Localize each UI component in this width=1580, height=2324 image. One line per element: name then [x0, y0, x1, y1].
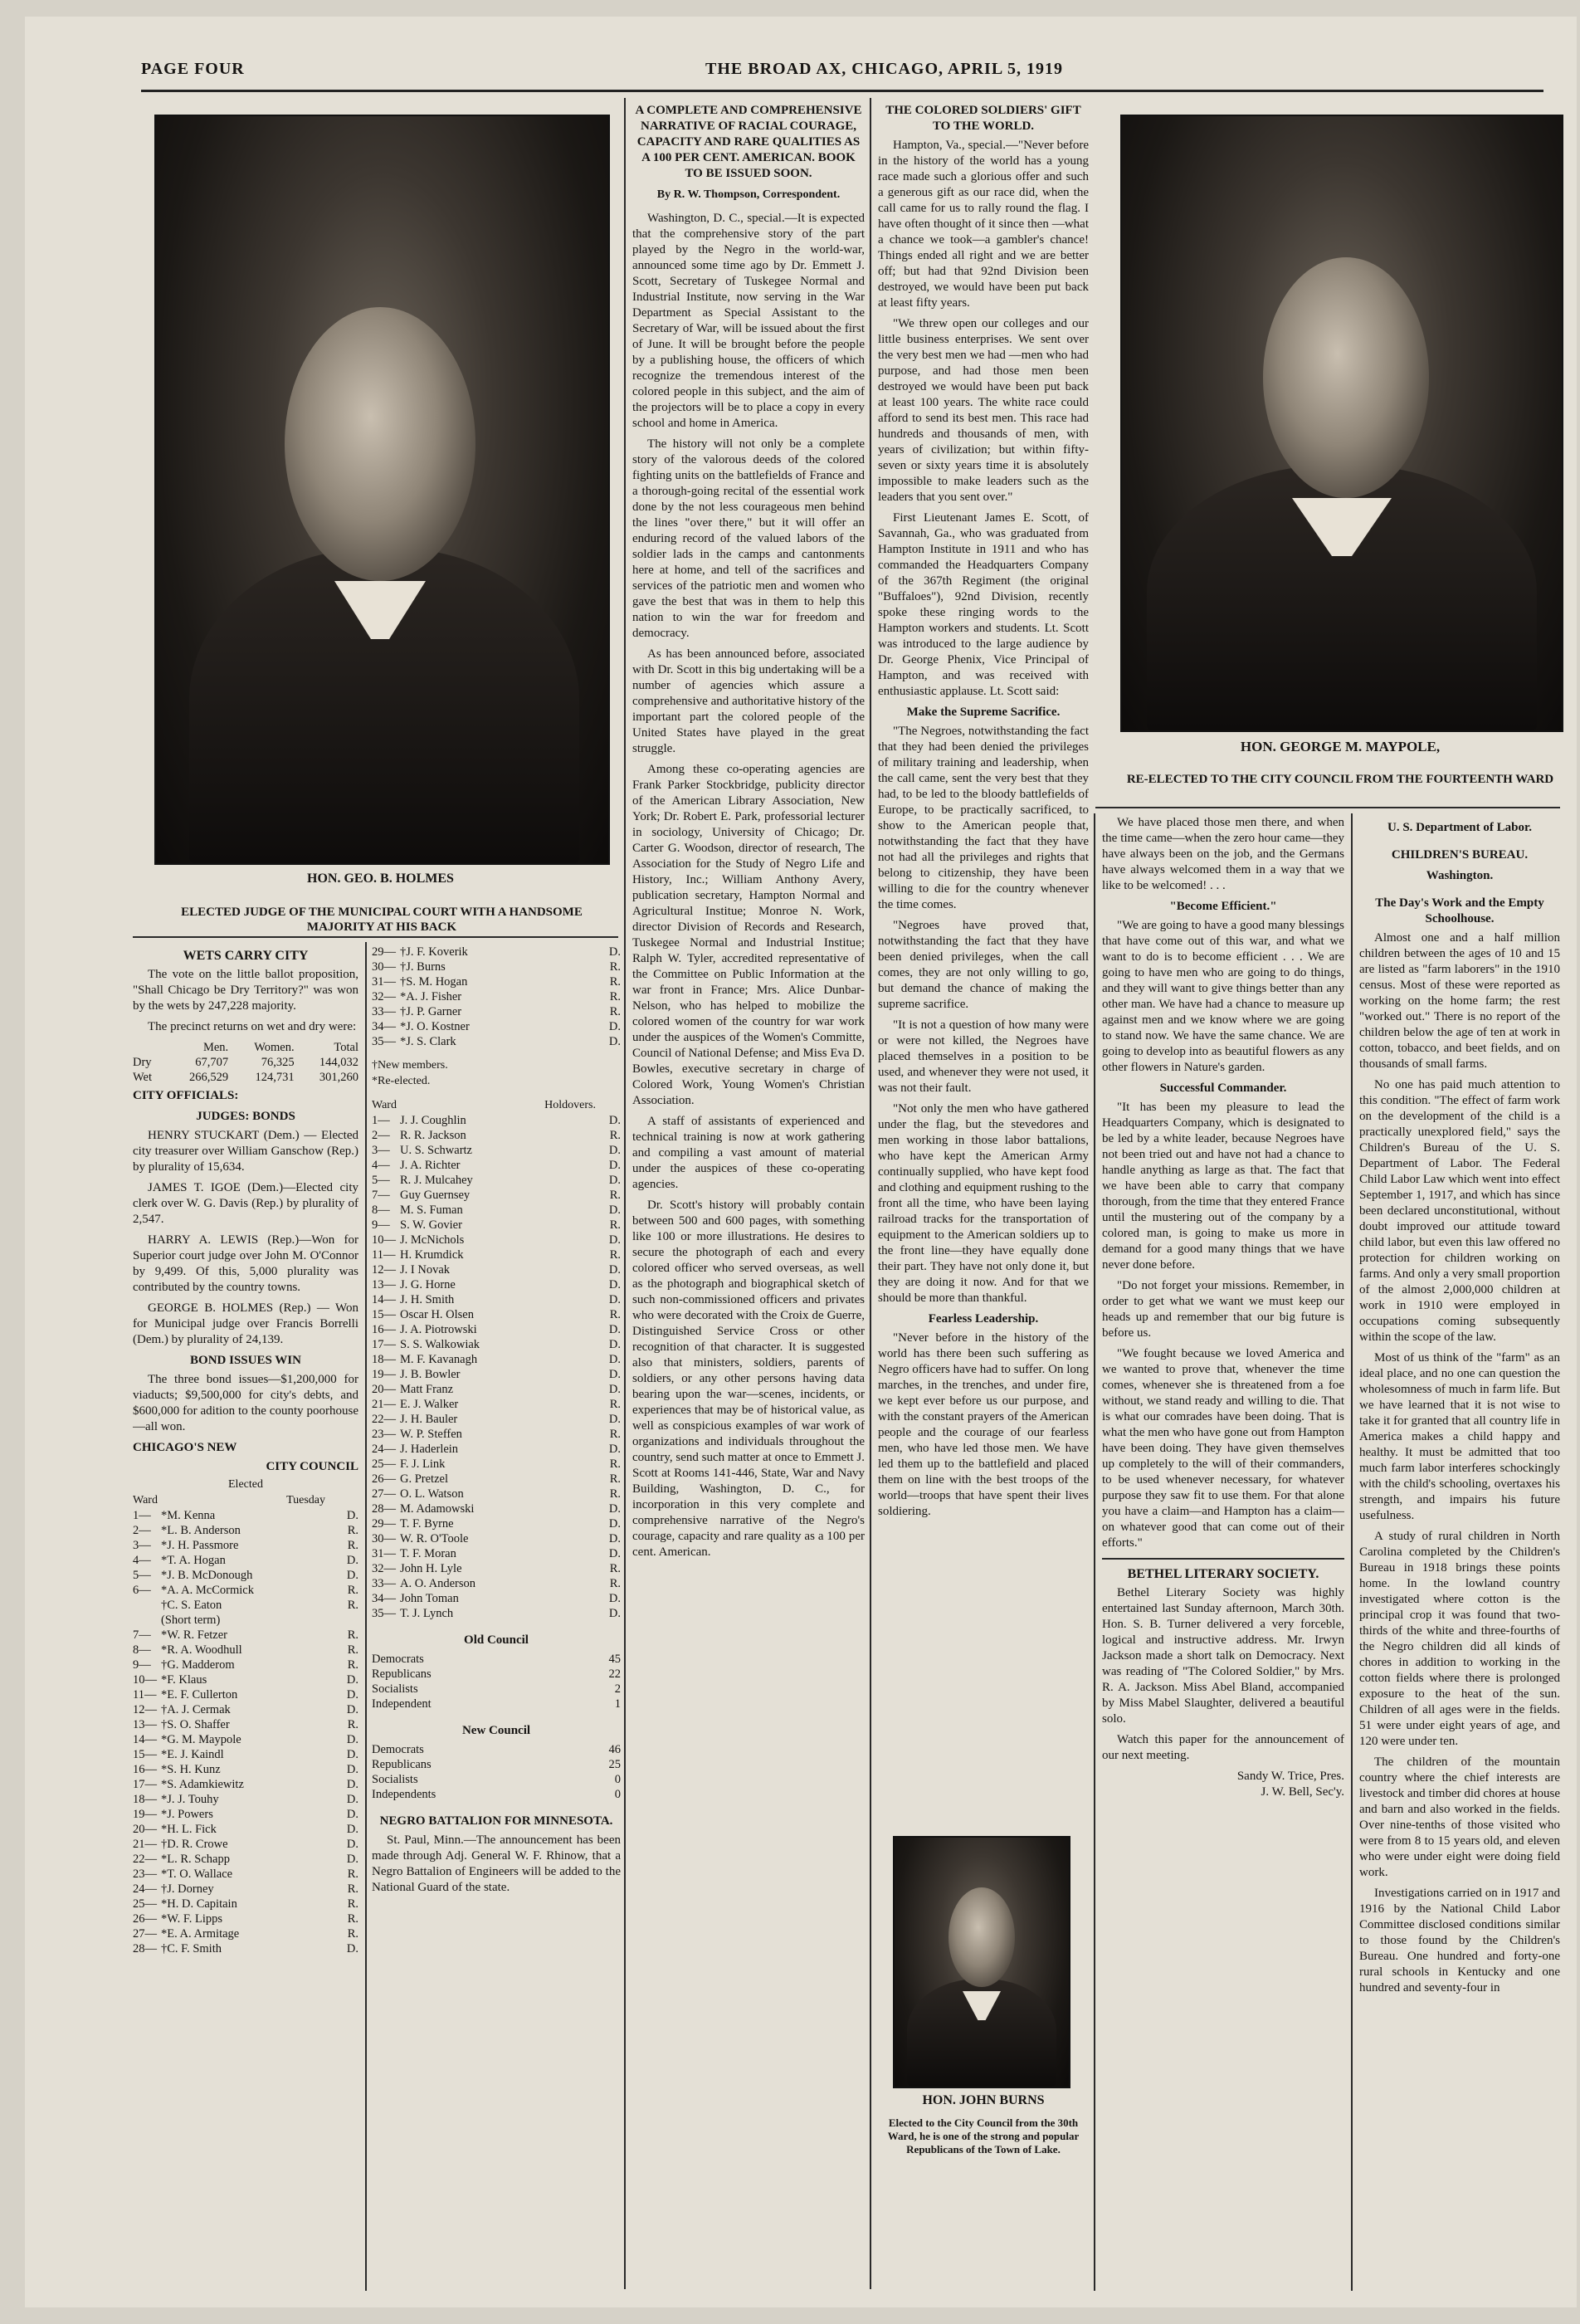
table-row: 20— *H. L. Fick D. — [133, 1823, 358, 1836]
table-row: 23— *T. O. Wallace R. — [133, 1868, 358, 1881]
table-row: 13— J. G. Horne D. — [372, 1278, 621, 1291]
efficient-column: We have placed those men there, and when the time came—when the zero hour came—they have always been on the job, and the Germans have always welcomed them in a way that we like to be welcomed! . . . "Become Efficient." "We are going to have a good many blessings that have come out of this war, and what we want to do is to become efficient . . . We are going to have men who are going to do things, and they will want to give things better than any other man. We have had a chance to measure up against men and we know where we are going to stand now. We have the same chance. We are going to develop into as beautiful flowers as any other flowers in Nature's garden. Successful Commander. "It has been my pleasure to lead the Headquarters Company, which is designated to be led by a white leader, because Negroes have not been tried out and have not had a chance to handle anything as large as that. The fact that we have been able to carry that company thorough, from the time that they entered France until the mustering out of the company by a colored man, is going to make us more in demand for a good many things that we have never done before. "Do not forget your missions. Remember, in order to get what we want we must keep our heads up and remember that our big future is before us. "We fought because we loved America and we wanted to prove that, whenever the time comes, whenever she is threatened from a foe without, we stand ready and willing to die. That is what our comrades have been doing. That is what the men who have gone out from Hampton have been doing. They have given themselves up completely to the will of their commanders, to be used whenever necessary, for whatever purpose they saw fit to use them. For that alone you have a claim—and Hampton has a claim—on whatever good that can come out of their efforts." BETHEL LITERARY SOCIETY. Bethel Literary Society was highly entertained last Sunday afternoon, March 30th. Hon. S. B. Turner delivered a very forceble, logical and instructive address. Mr. Irwyn Jackson made a short talk on Democracy. Next was reading of "The Colored Soldier," by Mrs. R. A. Jackson. Miss Abel Bland, accompanied by Miss Mabel Slaughter, delivered a beautiful solo. Watch this paper for the announcement of our next meeting. Sandy W. Trice, Pres. J. W. Bell, Sec'y. — [1102, 816, 1344, 1799]
paragraph: Hampton, Va., special.—"Never before in the history of the world has a young race made such a glorious offer and such a generous gift as our race did, when the call came for us to rally round the flag. I have often thought of it since then —what a chance we took—a gambler's chance! Things ended all right and we are better off; but had that 92nd Division been destroyed, we would have been put back at least fifty years. — [878, 139, 1089, 310]
table-row: 14— J. H. Smith D. — [372, 1293, 621, 1306]
table-row: 31— †S. M. Hogan R. — [372, 975, 621, 989]
table-row: 33— A. O. Anderson R. — [372, 1577, 621, 1590]
table-row: 28— M. Adamowski D. — [372, 1502, 621, 1516]
table-row: 25— *H. D. Capitain R. — [133, 1897, 358, 1911]
table-row: 8— M. S. Fuman D. — [372, 1204, 621, 1217]
table-row: 19— *J. Powers D. — [133, 1808, 358, 1821]
paragraph: Washington, D. C., special.—It is expected that the comprehensive story of the part played by the Negro in the world-war, announced some time ago by Dr. Emmett J. Scott, Secretary of Tuskegee Normal and Industrial Institute, now serving in the War Department as Special Assistant to the Secretary of War, will be issued about the first of June. It will be brought before the people by a publishing house, the officers of which recognize the tremendous interest of the colored people in this subject, and the aim of the projectors will be to place a copy in every school and home in America. — [632, 212, 865, 430]
masthead: THE BROAD AX, CHICAGO, APRIL 5, 1919 — [705, 60, 1064, 78]
gift-headline: THE COLORED SOLDIERS' GIFT TO THE WORLD. — [885, 104, 1081, 133]
council-table-2 — [372, 945, 621, 1049]
maypole-caption: HON. GEORGE M. MAYPOLE, — [1240, 739, 1441, 754]
table-row: 8— *R. A. Woodhull R. — [133, 1643, 358, 1657]
table-row: 4— J. A. Richter D. — [372, 1159, 621, 1172]
table-row: Democrats 45 — [372, 1653, 621, 1666]
table-row: 16— J. A. Piotrowski D. — [372, 1323, 621, 1336]
table-row: 35— T. J. Lynch D. — [372, 1607, 621, 1620]
header-rule — [141, 90, 1543, 92]
table-row: 19— J. B. Bowler D. — [372, 1368, 621, 1381]
old-council-table — [372, 1652, 621, 1711]
wets-title: WETS CARRY CITY — [183, 949, 309, 963]
bethel-title: BETHEL LITERARY SOCIETY. — [1127, 1567, 1319, 1581]
paragraph: We have placed those men there, and when the time came—when the zero hour came—they have always been on the job, and the Germans have always welcomed them in a way that we like to be welcomed! . . . — [1102, 816, 1344, 892]
page-header — [141, 51, 1552, 85]
table-row: 5— *J. B. McDonough D. — [133, 1569, 358, 1582]
table-row: 18— *J. J. Touhy D. — [133, 1793, 358, 1806]
new-council-table — [372, 1742, 621, 1802]
table-row: 12— J. I Novak D. — [372, 1263, 621, 1277]
labor-column: U. S. Department of Labor. CHILDREN'S BUREAU. Washington. The Day's Work and the Empty Schoolhouse. Almost one and a half million children between the ages of 10 and 15 are listed as "farm laborers" in the 1910 census. Most of these were reported as working on the home farm; the rest "worked out." There is no report of the children below the age of ten at work in cotton, tobacco, and beet fields, and on thousands of small farms. No one has paid much attention to this condition. "The effect of farm work on the development of the child is a practically unexplored field," says the Children's Bureau of the U. S. Department of Labor. The Federal Child Labor Law which went into effect September 1, 1917, and which has since been declared unconstitutional, without doubt improved our attitude toward child labor, but even this law offered no protection for children working on farms. And only a very small proportion of the almost 2,000,000 children at work in 1910 were employed in occupations coming subsequently within the scope of the law. Most of us think of the "farm" as an ideal place, and no one can question the wholesomness of much in farm life. But we have learned that it is not wise to take it for granted that all country life in America makes a child happy and healthy. It must be admitted that too much farm labor interferes schockingly with the child's schooling, overtaxes his strength, and impairs his future usefulness. A study of rural children in North Carolina completed by the Children's Bureau in 1918 brings these points home. In the lowland country investigated where cotton is the principal crop it was found that two-thirds of the white and three-fourths of the Negro children did all kinds of chores in addition to working in the cotton fields where there is prolonged exposure to the heat of the sun. Children of all ages were in the fields. 51 were under eight years of age, and 120 were under ten. The children of the mountain country where the chief interests are livestock and timber did chores at house and barn and also worked in the fields. Over nine-tenths of those visited who were from 8 to 15 years old, and eleven who were under eight were doing field work. Investigations carried on in 1917 and 1916 by the National Child Labor Committee disclosed conditions similar to those found by the Children's Bureau. One hundred and forty-one rural schools in Kentucky and one hundred and seventy-four in — [1359, 821, 1560, 1994]
table-row: 23— W. P. Steffen R. — [372, 1428, 621, 1441]
table-row: 11— H. Krumdick R. — [372, 1248, 621, 1262]
table-row: 6— *A. A. McCormick R. — [133, 1584, 358, 1597]
table-row: 25— F. J. Link R. — [372, 1457, 621, 1471]
paragraph: The children of the mountain country where the chief interests are livestock and timber did chores at house and barn and also worked in the fields. Over nine-tenths of those visited who were from 8 to 15 years old, and eleven who were under eight were doing field work. — [1359, 1755, 1560, 1879]
table-row: 9— S. W. Govier R. — [372, 1218, 621, 1232]
paragraph: A staff of assistants of experienced and technical training is now at work gathering and compiling a vast amount of material under the auspices of these co-operating agencies. — [632, 1115, 865, 1191]
page-number: PAGE FOUR — [141, 60, 245, 78]
table-row: 14— *G. M. Maypole D. — [133, 1733, 358, 1746]
paragraph: No one has paid much attention to this condition. "The effect of farm work on the development of the child is a practically unexplored field," says the Children's Bureau of the U. S. Department of Labor. The Federal Child Labor Law which went into effect September 1, 1917, and which has since been declared unconstitutional, without doubt improved our attitude toward child labor, but even this law offered no protection for children working on farms. And only a very small proportion of the almost 2,000,000 children at work in 1910 were employed in occupations coming subsequently within the scope of the law. — [1359, 1078, 1560, 1344]
table-row: 17— *S. Adamkiewitz D. — [133, 1778, 358, 1791]
paragraph: "Not only the men who have gathered under the flag, but the stevedores and men working in those labor battalions, who have kept the American Army continually supplied, who have kept food and clothing and equipment rushing to the front all the time, who have been laying railroad tracks for the transportation of equipment to the American soldiers up to the front line—they have equally done their part. They have not only done it, but they are doing it now. And for that we should be more than thankful. — [878, 1102, 1089, 1305]
table-row: Independents 0 — [372, 1788, 621, 1801]
table-row: 20— Matt Franz D. — [372, 1383, 621, 1396]
paragraph: "The Negroes, notwithstanding the fact that they had been denied the privileges of military training and leadership, when the call came, sent the very best that they had, to be led to the bloody battlefields of Europe, to be practically sacrificed, to show to the American people that, notwithstanding the fact that they have not had all the privileges and rights that belong to citizenship, they have been willing to die for the country whenever the time comes. — [878, 725, 1089, 911]
table-row: 5— R. J. Mulcahey D. — [372, 1174, 621, 1187]
table-row: 11— *E. F. Cullerton D. — [133, 1688, 358, 1702]
table-row: 35— *J. S. Clark D. — [372, 1035, 621, 1048]
wet-dry-table: Men. Women. Total Dry 67,707 76,325 144,032 Wet 266,529 124,731 301,260 — [133, 1041, 358, 1084]
paragraph: Almost one and a half million children between the ages of 10 and 15 are listed as "farm laborers" in the 1910 census. Most of these were reported as working on the home farm; the rest "worked out." There is no report of the children below the age of ten at work in cotton, tobacco, and beet fields, and on thousands of small farms. — [1359, 931, 1560, 1071]
table-row: 15— Oscar H. Olsen R. — [372, 1308, 621, 1321]
paragraph: "It is not a question of how many were or were not killed, the Negroes have placed themselves in a position to be used, and whenever they were not used, it was not their fault. — [878, 1018, 1089, 1095]
table-row: 30— †J. Burns R. — [372, 960, 621, 974]
table-row: 10— J. McNichols D. — [372, 1233, 621, 1247]
table-row: Socialists 2 — [372, 1682, 621, 1696]
table-row: 17— S. S. Walkowiak D. — [372, 1338, 621, 1351]
table-row: 29— †J. F. Koverik D. — [372, 945, 621, 959]
table-row: Republicans 25 — [372, 1758, 621, 1771]
table-row: 31— T. F. Moran D. — [372, 1547, 621, 1560]
table-row: 1— J. J. Coughlin D. — [372, 1114, 621, 1127]
burns-subcaption: Elected to the City Council from the 30th Ward, he is one of the strong and popular Republicans of the Town of Lake. — [887, 2116, 1080, 2156]
table-row: 34— *J. O. Kostner D. — [372, 1020, 621, 1033]
paragraph: "Never before in the history of the world has there been such suffering as Negro officers have had to suffer. On long marches, in the trenches, and under fire, we kept ever before us our purpose, and with the constant prayers of the American people and the courage of our fearless men, who have led those men. We have led them up to the battlefield and placed them on line with the best troops of the world—troops that have spent their lives soldiering. — [878, 1331, 1089, 1518]
paragraph: First Lieutenant James E. Scott, of Savannah, Ga., who was graduated from Hampton Institute in 1911 and who has commanded the Headquarters Company of the 367th Regiment (the original "Buffaloes"), 92nd Division, recently spoke these ringing words to the Hampton workers and students. Lt. Scott was introduced to the large audience by Dr. George Phenix, Vice Principal of Hampton, and was received with enthusiastic applause. Lt. Scott said: — [878, 511, 1089, 698]
table-row: 29— T. F. Byrne D. — [372, 1517, 621, 1531]
table-row: 10— *F. Klaus D. — [133, 1673, 358, 1687]
paragraph: Most of us think of the "farm" as an ideal place, and no one can question the wholesomness of much in farm life. But we have learned that it is not wise to take it for granted that all country life in America makes a child happy and healthy. It must be admitted that too much farm labor interferes schockingly with the child's schooling, overtaxes his strength, and impairs his future usefulness. — [1359, 1351, 1560, 1522]
table-row: 18— M. F. Kavanagh D. — [372, 1353, 621, 1366]
table-row: 3— *J. H. Passmore R. — [133, 1539, 358, 1552]
table-row: 7— *W. R. Fetzer R. — [133, 1628, 358, 1642]
table-row: †C. S. Eaton R. — [161, 1599, 358, 1612]
table-row: Republicans 22 — [372, 1667, 621, 1681]
paragraph: "We fought because we loved America and we wanted to prove that, whenever the time comes, whenever she is threatened from a foe without, we stand ready and willing to die. That is what our comrades have been doing. That is what the men who have gone out from Hampton have been doing. They have given themselves up completely to the will of their commanders, to be used whenever necessary, for whatever purpose they saw fit to use them. For that alone you have a claim—and Hampton has a claim—on whatever good that can come out of their efforts." — [1102, 1347, 1344, 1550]
table-row: 2— R. R. Jackson R. — [372, 1129, 621, 1142]
table-row: 22— J. H. Bauler D. — [372, 1413, 621, 1426]
table-row: 7— Guy Guernsey R. — [372, 1189, 621, 1202]
paragraph: Watch this paper for the announcement of our next meeting. — [1102, 1733, 1344, 1762]
council-table — [133, 1508, 358, 1956]
paragraph: Dr. Scott's history will probably contain between 500 and 600 pages, with something like 100 or more illustrations. He desires to secure the photograph of each and every colored officer who served overseas, as well as the photograph and biographical sketch of such non-commissioned officers and privates who were decorated with the Croix de Guerre, Distinguished Service Cross or other recognition of that character. It is suggested also that ministers, soldiers, parents of soldiers, or any other persons having data bearing upon the war—scenes, incidents, or experiences that may be of historical value, as well as conspicious examples of war work of organizations and individuals throughout the country, send such matter at once to Emmett J. Scott at Rooms 141-446, State, War and Navy Building, Washington, D. C., for incorporation in this very complete and comprehensive narrative of the Negro's courage, capacity and rare quality as a 100 per cent. American. — [632, 1199, 865, 1559]
table-row: 24— J. Haderlein D. — [372, 1443, 621, 1456]
table-row: 26— G. Pretzel R. — [372, 1472, 621, 1486]
narrative-column: A COMPLETE AND COMPREHENSIVE NARRATIVE OF RACIAL COURAGE, CAPACITY AND RARE QUALITIES AS A 100 PER CENT. AMERICAN. BOOK TO BE ISSUED SOON. By R. W. Thompson, Correspondent. Washington, D. C., special.—It is expected that the comprehensive story of the part played by the Negro in the world-war, announced some time ago by Dr. Emmett J. Scott, Secretary of Tuskegee Normal and Industrial Institute, now serving in the War Department as Special Assistant to the Secretary of War, will be issued about the first of June. It will be brought before the people by a publishing house, the officers of which recognize the tremendous interest of the colored people in this subject, and the aim of the projectors will be to place a copy in every school and home in America. The history will not only be a complete story of the valorous deeds of the colored fighting units on the battlefields of France and a thorough-going recital of the essential work done by the not less courageous men behind the lines "over there," but it will offer an enduring record of the valued labors of the soldier lads in the camps and cantonments here at home, and tell of the sacrifices and services of the patriotic men and women who gave the best that was in them to help this nation to win the war for freedom and democracy. As has been announced before, associated with Dr. Scott in this big undertaking will be a number of agencies which assure a comprehensive and authoritative history of the important part the colored people of the United States have played in the great struggle. Among these co-operating agencies are Frank Parker Stockbridge, publicity director of the American Library Association, New York; Dr. Robert E. Park, professorial lecturer in sociology, University of Chicago; Dr. Carter G. Woodson, director of research, The Association for the Study of Negro Life and History, Inc.; William Anthony Avery, publication secretary, Hampton Normal and Agricultural Institue; Monroe N. Work, director Division of Records and Research, Tuskegee Normal and Industrial Institue; Ralph W. Tyler, accredited representative of the Committee on Public Information at the war front in France; Mrs. Alice Dunbar-Nelson, who has helped to mobilize the colored women of the country for war work under the auspices of the Women's Committe, Council of National Defense; and Miss Eva D. Bowles, executive secretary in charge of Colored Work, Young Women's Christian Association. A staff of assistants of experienced and technical training is now at work gathering and compiling a vast amount of material under the auspices of these co-operating agencies. Dr. Scott's history will probably contain between 500 and 600 pages, with something like 100 or more illustrations. He desires to secure the photograph of each and every colored officer who served overseas, as well as the photograph and biographical sketch of such non-commissioned officers and privates who were decorated with the Croix de Guerre, Distinguished Service Cross or other recognition of that character. It is suggested also that ministers, soldiers, parents of soldiers, or any other persons having data bearing upon the war—scenes, incidents, or experiences that may be of historical value, as well as conspicious examples of war work of organizations and individuals throughout the country, send such matter at once to Emmett J. Scott at Rooms 141-446, State, War and Navy Building, Washington, D. C., for incorporation in this very complete and comprehensive narrative of the Negro's courage, capacity and rare quality as a 100 per cent. American. — [632, 104, 865, 1559]
table-row: 22— *L. R. Schapp D. — [133, 1853, 358, 1866]
wets-column: WETS CARRY CITY The vote on the little ballot proposition, "Shall Chicago be Dry Territory?" was won by the wets by 247,228 majority. The precinct returns on wet and dry were: Men. Women. Total Dry 67,707 76,325 144,032 Wet 266,529 124,731 301,260 CITY OFFICIALS: JUDGES: BONDS HENRY STUCKART (Dem.) — Elected city treasurer over William Ganschow (Rep.) by plurality of 15,634. JAMES T. IGOE (Dem.)—Elected city clerk over W. G. Davis (Rep.) by plurality of 2,547. HARRY A. LEWIS (Rep.)—Won for Superior court judge over John M. O'Connor by 9,499. Of this, 5,000 plurality was contributed by the country towns. GEORGE B. HOLMES (Rep.) — Won for Municipal judge over Francis Borrelli (Dem.) by plurality of 24,139. BOND ISSUES WIN The three bond issues—$1,200,000 for viaducts; $9,500,000 for city's debts, and $600,000 for adition to the county poorhouse—all won. CHICAGO'S NEW CITY COUNCIL Elected Ward Tuesday 1— *M. Kenna D. 2— *L. B. Anderson R. 3— *J. H. Passmore R. 4— *T. A. Hogan D. 5— *J. B. McDonough D. 6— *A. A. McCormick R. †C. S. Eaton R. (Short term) 7— *W. R. Fetzer R. 8— *R. A. Woodhull R. 9— †G. Madderom R. 10— *F. Klaus D. 11— *E. F. Cullerton D. 12— †A. J. Cermak D. 13— †S. O. Shaffer R. 14— *G. M. Maypole D. 15— *E. J. Kaindl D. 16— *S. H. Kunz D. 17— *S. Adamkiewitz D. 18— *J. J. Touhy D. 19— *J. Powers D. 20— *H. L. Fick D. 21— †D. R. Crowe D. 22— *L. R. Schapp D. 23— *T. O. Wallace R. 24— †J. Dorney R. 25— *H. D. Capitain R. 26— *W. F. Lipps R. 27— *E. A. Armitage R. 28— †C. F. Smith D. — [133, 949, 358, 1955]
table-row: Independent 1 — [372, 1697, 621, 1711]
gift-column: THE COLORED SOLDIERS' GIFT TO THE WORLD. Hampton, Va., special.—"Never before in the history of the world has a young race made such a glorious offer and such a generous gift as our race did, when the call came for us to rally round the flag. I have often thought of it since then —what a chance we took—a gambler's chance! Things ended all right and we are better off; but had that 92nd Division been destroyed, we would have been put back at least fifty years. "We threw open our colleges and our little business enterprises. We sent over the very best men we had —men who had purpose, and had those men been destroyed we would have been put back at least 100 years. The white race could afford to send its best men. This race had hundreds and thousands of men, with years of civilization; but within fifty-seven or sixty years time it is absolutely impossible to make leaders such as the leaders that you sent over." First Lieutenant James E. Scott, of Savannah, Ga., who was graduated from Hampton Institute in 1911 and who has commanded the Headquarters Company of the 367th Regiment (the original "Buffaloes"), 92nd Division, recently spoke these ringing words to the Hampton workers and students. Lt. Scott was introduced to the large audience by Dr. George Phenix, Vice Principal of Hampton, and was received with enthusiastic applause. Lt. Scott said: Make the Supreme Sacrifice. "The Negroes, notwithstanding the fact that they had been denied the privileges of military training and leadership, when the call came, sent the very best that they had, to be led to the bloody battlefields of Europe, to be practically sacrificed, to show to the American people that, notwithstanding the fact that they have not had all the privileges and rights that belong to citizenship, they have been willing to die for the country whenever the time comes. "Negroes have proved that, notwithstanding the fact that they have been denied privileges, when the call comes, they are not only willing to go, but demand the chance of making the supreme sacrifice. "It is not a question of how many were or were not killed, the Negroes have placed themselves in a position to be used, and whenever they were not used, it was not their fault. "Not only the men who have gathered under the flag, but the stevedores and men working in those labor battalions, who have kept the American Army continually supplied, who have kept food and clothing and equipment rushing to the front all the time, who have been laying railroad tracks for the transportation of equipment to the American soldiers up to the front line—they have equally done their part. They have not only done it, but they are doing it now. And for that we should be more than thankful. Fearless Leadership. "Never before in the history of the world has there been such suffering as Negro officers have had to suffer. On long marches, in the trenches, and under fire, we kept ever before us our purpose, and with the constant prayers of the American people and the courage of our fearless men, who have led those men. We have led them up to the battlefield and placed them on line with the best troops of the world—troops that have spent their lives soldiering. — [878, 104, 1089, 1518]
battalion-title: NEGRO BATTALION FOR MINNESOTA. — [379, 1814, 613, 1828]
table-row: 12— †A. J. Cermak D. — [133, 1703, 358, 1716]
maypole-subcaption: RE-ELECTED TO THE CITY COUNCIL FROM THE FOURTEENTH WARD — [1126, 773, 1554, 786]
table-row: 13— †S. O. Shaffer R. — [133, 1718, 358, 1731]
table-row: 34— John Toman D. — [372, 1592, 621, 1605]
table-row: 15— *E. J. Kaindl D. — [133, 1748, 358, 1761]
paragraph: "It has been my pleasure to lead the Headquarters Company, which is designated to be led by a white leader, because Negroes have not been tried out and have not had a chance to handle anything as large as that. The fact that we have been able to carry that company thorough, from the time that they entered France until the mustering out of the company by a colored man, is going to make us more in demand for a good many things that we have never done before. — [1102, 1101, 1344, 1272]
paragraph: The history will not only be a complete story of the valorous deeds of the colored fighting units on the battlefields of France and a thorough-going recital of the essential work done by the not less courageous men behind the lines "over there," but it will offer an enduring record of the valued labors of the soldier lads in the camps and cantonments here at home, and tell of the sacrifices and services of the patriotic men and women who gave the best that was in them to help this nation to win the war for freedom and democracy. — [632, 437, 865, 640]
narrative-headline: A COMPLETE AND COMPREHENSIVE NARRATIVE OF RACIAL COURAGE, CAPACITY AND RARE QUALITIES AS A 100 PER CENT. AMERICAN. BOOK TO BE ISSUED SOON. — [635, 104, 862, 180]
table-row: 30— W. R. O'Toole D. — [372, 1532, 621, 1545]
holmes-photo — [154, 115, 610, 865]
holmes-caption: HON. GEO. B. HOLMES — [307, 872, 454, 886]
table-row: Democrats 46 — [372, 1743, 621, 1756]
burns-photo — [893, 1836, 1070, 2088]
labor-title: The Day's Work and the Empty Schoolhouse. — [1375, 896, 1544, 925]
table-row: 32— John H. Lyle R. — [372, 1562, 621, 1575]
table-row: 26— *W. F. Lipps R. — [133, 1912, 358, 1926]
table-row: 27— O. L. Watson R. — [372, 1487, 621, 1501]
maypole-photo — [1120, 115, 1563, 732]
paragraph: "Negroes have proved that, notwithstanding the fact that they have been denied privileges, when the call comes, they are not only willing to go, but demand the chance of making the supreme sacrifice. — [878, 919, 1089, 1011]
table-row: 4— *T. A. Hogan D. — [133, 1554, 358, 1567]
table-row: 16— *S. H. Kunz D. — [133, 1763, 358, 1776]
paragraph: "Do not forget your missions. Remember, in order to get what we want we must keep our heads up and remember that our big future is before us. — [1102, 1279, 1344, 1340]
council-column-2: 29— †J. F. Koverik D. 30— †J. Burns R. 31— †S. M. Hogan R. 32— *A. J. Fisher R. 33— †J. P. Garner R. 34— *J. O. Kostner D. 35— *J. S. Clark D. †New members. *Re-elected. Ward Holdovers. 1— J. J. Coughlin D. 2— R. R. Jackson R. 3— U. S. Schwartz D. 4— J. A. Richter D. 5— R. J. Mulcahey D. 7— Guy Guernsey R. 8— M. S. Fuman D. 9— S. W. Govier R. 10— J. McNichols D. 11— H. Krumdick R. 12— J. I Novak D. 13— J. G. Horne D. 14— J. H. Smith D. 15— Oscar H. Olsen R. 16— J. A. Piotrowski D. 17— S. S. Walkowiak D. 18— M. F. Kavanagh D. 19— J. B. Bowler D. 20— Matt Franz D. 21— E. J. Walker R. 22— J. H. Bauler D. 23— W. P. Steffen R. 24— J. Haderlein D. 25— F. J. Link R. 26— G. Pretzel R. 27— O. L. Watson R. 28— M. Adamowski D. 29— T. F. Byrne D. 30— W. R. O'Toole D. 31— T. F. Moran D. 32— John H. Lyle R. 33— A. O. Anderson R. 34— John Toman D. 35— T. J. Lynch D. Old Council Democrats 45 Republicans 22 Socialists 2 Independent 1 New Council Democrats 46 Republicans 25 Socialists 0 Independents 0 NEGRO BATTALION FOR MINNESOTA. St. Paul, Minn.—The announcement has been made through Adj. General W. F. Rhinow, that a Negro Battalion of Engineers will be added to the National Guard of the state. — [372, 945, 621, 1894]
table-row: 21— †D. R. Crowe D. — [133, 1838, 358, 1851]
paragraph: As has been announced before, associated with Dr. Scott in this big undertaking will be a number of agencies which assure a comprehensive and authoritative history of the important part the colored people of the United States have played in the great struggle. — [632, 647, 865, 755]
table-row: 24— †J. Dorney R. — [133, 1882, 358, 1896]
table-row: 33— †J. P. Garner R. — [372, 1005, 621, 1018]
table-row: 9— †G. Madderom R. — [133, 1658, 358, 1672]
paragraph: Bethel Literary Society was highly entertained last Sunday afternoon, March 30th. Hon. S. B. Turner delivered a very forceble, logical and instructive address. Mr. Irwyn Jackson made a short talk on Democracy. Next was reading of "The Colored Soldier," by Mrs. R. A. Jackson. Miss Abel Bland, accompanied by Miss Mabel Slaughter, delivered a beautiful solo. — [1102, 1586, 1344, 1726]
paragraph: Investigations carried on in 1917 and 1916 by the National Child Labor Committee disclosed conditions similar to those found by the Children's Bureau. One hundred and forty-one rural schools in Kentucky and one hundred and seventy-four in — [1359, 1887, 1560, 1994]
burns-caption: HON. JOHN BURNS — [922, 2093, 1045, 2107]
table-row: 32— *A. J. Fisher R. — [372, 990, 621, 1003]
table-row: 2— *L. B. Anderson R. — [133, 1524, 358, 1537]
holdovers-table — [372, 1113, 621, 1621]
paragraph: A study of rural children in North Carolina completed by the Children's Bureau in 1918 brings these points home. In the lowland country investigated where cotton is the principal crop it was found that two-thirds of the white and three-fourths of the Negro children did all kinds of chores in addition to working in the cotton fields where there is prolonged exposure to the heat of the sun. Children of all ages were in the fields. 51 were under eight years of age, and 120 were under ten. — [1359, 1530, 1560, 1748]
table-row: 27— *E. A. Armitage R. — [133, 1927, 358, 1941]
table-row: Socialists 0 — [372, 1773, 621, 1786]
table-row: 28— †C. F. Smith D. — [133, 1942, 358, 1955]
paragraph: "We threw open our colleges and our little business enterprises. We sent over the very best men we had —men who had purpose, and had those men been destroyed we would have been put back at least 100 years. The white race could afford to send its best men. This race had hundreds and thousands of men, with years of civilization; but within fifty-seven or sixty years time it is absolutely impossible to make leaders such as the leaders that you sent over." — [878, 317, 1089, 504]
table-row: 1— *M. Kenna D. — [133, 1509, 358, 1522]
paragraph: "We are going to have a good many blessings that have come out of this war, and what we want to do is to become efficient . . . We are going to have men who are going to do things, and they will want to give things better than any other man. We have had a chance to measure up against men and we know where we are going to stand now. We have the same chance. We are going to develop into as beautiful flowers as any other flowers in Nature's garden. — [1102, 919, 1344, 1074]
holmes-subcaption: ELECTED JUDGE OF THE MUNICIPAL COURT WITH A HANDSOME MAJORITY AT HIS BACK — [181, 906, 583, 934]
table-row: 21— E. J. Walker R. — [372, 1398, 621, 1411]
table-row: (Short term) — [161, 1614, 221, 1627]
table-row: 3— U. S. Schwartz D. — [372, 1144, 621, 1157]
paragraph: Among these co-operating agencies are Frank Parker Stockbridge, publicity director of the American Library Association, New York; Dr. Robert E. Park, professorial lecturer in sociology, University of Chicago; Dr. Carter G. Woodson, director of research, The Association for the Study of Negro Life and History, Inc.; William Anthony Avery, publication secretary, Hampton Normal and Agricultural Institue; Monroe N. Work, director Division of Records and Research, Tuskegee Normal and Industrial Institue; Ralph W. Tyler, accredited representative of the Committee on Public Information at the war front in France; Mrs. Alice Dunbar-Nelson, who has helped to mobilize the colored women of the country for war work under the auspices of the Women's Committe, Council of National Defense; and Miss Eva D. Bowles, executive secretary in charge of Colored Work, Young Women's Christian Association. — [632, 763, 865, 1107]
